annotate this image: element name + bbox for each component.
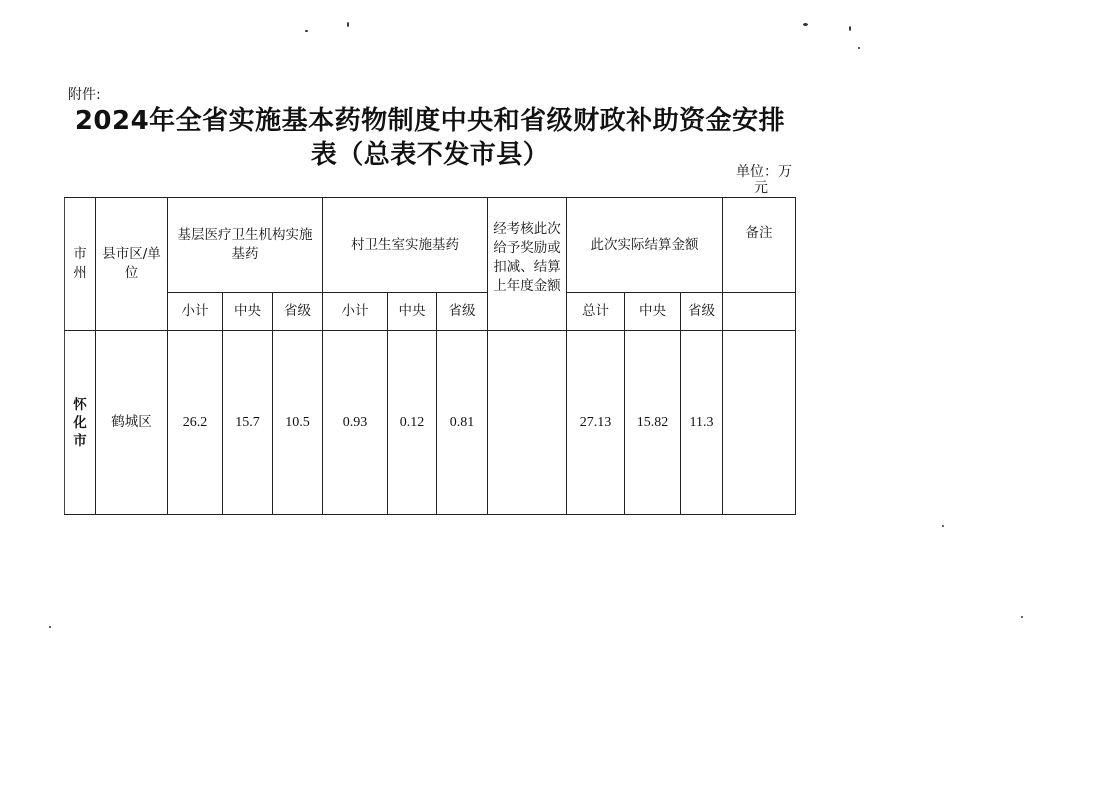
cell-county: 鹤城区: [96, 331, 168, 515]
cell-village-central: 0.12: [388, 331, 437, 515]
header-village-provincial: 省级: [437, 293, 488, 331]
header-village-subtotal: 小计: [323, 293, 388, 331]
header-settlement-provincial: 省级: [681, 293, 723, 331]
scan-speck: [1021, 616, 1023, 618]
header-grassroots-central: 中央: [223, 293, 273, 331]
cell-village-subtotal: 0.93: [323, 331, 388, 515]
header-settlement-central: 中央: [625, 293, 681, 331]
header-remarks: 备注: [723, 198, 796, 293]
scan-speck: [305, 30, 308, 32]
unit-label-line-1: 单位：万: [736, 164, 792, 180]
header-settlement-total: 总计: [567, 293, 625, 331]
cell-grassroots-provincial: 10.5: [273, 331, 323, 515]
scan-speck: [49, 626, 51, 628]
header-grassroots-provincial: 省级: [273, 293, 323, 331]
unit-label-line-2: 元: [754, 180, 768, 196]
header-village: 村卫生室实施基药: [323, 198, 488, 293]
unit-label: [728, 164, 792, 196]
document-title-line-2: 表（总表不发市县）: [310, 140, 550, 170]
attachment-label: 附件:: [68, 87, 101, 103]
scan-speck: [942, 525, 944, 527]
cell-remarks: [723, 331, 796, 515]
header-settlement: 此次实际结算金额: [567, 198, 723, 293]
cell-village-provincial: 0.81: [437, 331, 488, 515]
table-row: [65, 331, 796, 515]
header-row-2: [65, 293, 796, 331]
scan-speck: [803, 23, 808, 26]
cell-city: 怀化市: [65, 331, 96, 515]
cell-settlement-central: 15.82: [625, 331, 681, 515]
scan-speck: [347, 22, 349, 27]
header-assessment: 经考核此次给予奖励或扣减、结算上年度金额: [488, 198, 567, 331]
cell-settlement-provincial: 11.3: [681, 331, 723, 515]
header-grassroots: 基层医疗卫生机构实施基药: [168, 198, 323, 293]
scan-speck: [858, 47, 860, 49]
allocation-table: [64, 197, 796, 515]
document-title-line-1: 2024年全省实施基本药物制度中央和省级财政补助资金安排: [74, 106, 786, 136]
header-grassroots-subtotal: 小计: [168, 293, 223, 331]
document-title: [60, 104, 800, 172]
cell-grassroots-subtotal: 26.2: [168, 331, 223, 515]
cell-assessment: [488, 331, 567, 515]
cell-settlement-total: 27.13: [567, 331, 625, 515]
header-village-central: 中央: [388, 293, 437, 331]
cell-grassroots-central: 15.7: [223, 331, 273, 515]
scan-speck: [849, 26, 851, 31]
header-city: 市州: [65, 198, 96, 331]
header-county: 县市区/单位: [96, 198, 168, 331]
header-remarks-sub: [723, 293, 796, 331]
header-row-1: [65, 198, 796, 293]
